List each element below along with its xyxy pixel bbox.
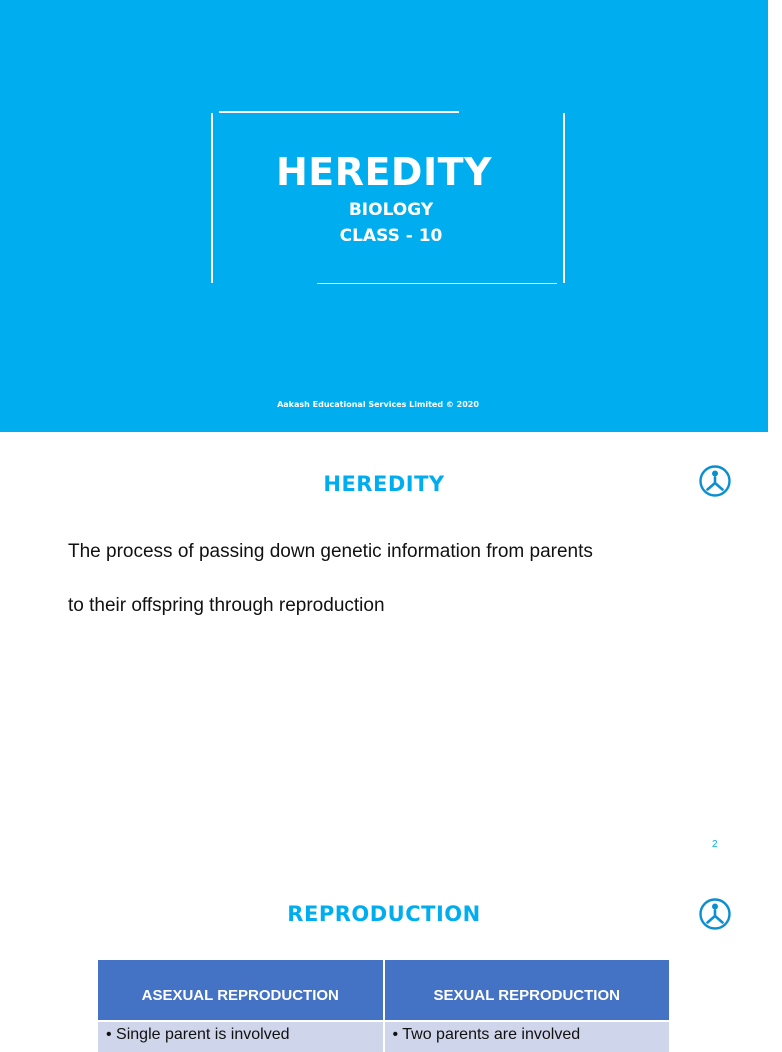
copyright-footer: Aakash Educational Services Limited © 2020 <box>277 400 479 409</box>
slide-heading: REPRODUCTION <box>287 902 481 926</box>
table-header-row <box>98 960 669 1021</box>
reproduction-comparison-table <box>98 960 669 1052</box>
definition-line-1: The process of passing down genetic information from parents <box>68 541 593 562</box>
sexual-point-1: • Two parents are involved <box>392 1026 581 1043</box>
aakash-logo-icon <box>698 897 732 931</box>
table-row <box>98 1021 669 1052</box>
frame-bottom-line <box>317 283 557 284</box>
slide-title: HEREDITY <box>275 150 493 194</box>
frame-right-line <box>563 113 565 283</box>
frame-left-line <box>211 113 213 283</box>
page-number: 2 <box>712 839 718 850</box>
slide-heading: HEREDITY <box>323 472 445 496</box>
class-label: CLASS - 10 <box>339 226 443 246</box>
frame-top-line <box>219 111 459 113</box>
heredity-slide <box>0 432 768 864</box>
asexual-point-1: • Single parent is involved <box>106 1026 290 1043</box>
aakash-logo-icon <box>698 464 732 498</box>
title-slide <box>0 0 768 432</box>
table-cell <box>384 1021 670 1052</box>
definition-line-2: to their offspring through reproduction <box>68 595 385 616</box>
table-cell <box>98 1021 384 1052</box>
reproduction-slide <box>0 864 768 1043</box>
sexual-header: SEXUAL REPRODUCTION <box>384 960 670 1021</box>
subject-label: BIOLOGY <box>348 200 434 220</box>
asexual-header: ASEXUAL REPRODUCTION <box>98 960 384 1021</box>
